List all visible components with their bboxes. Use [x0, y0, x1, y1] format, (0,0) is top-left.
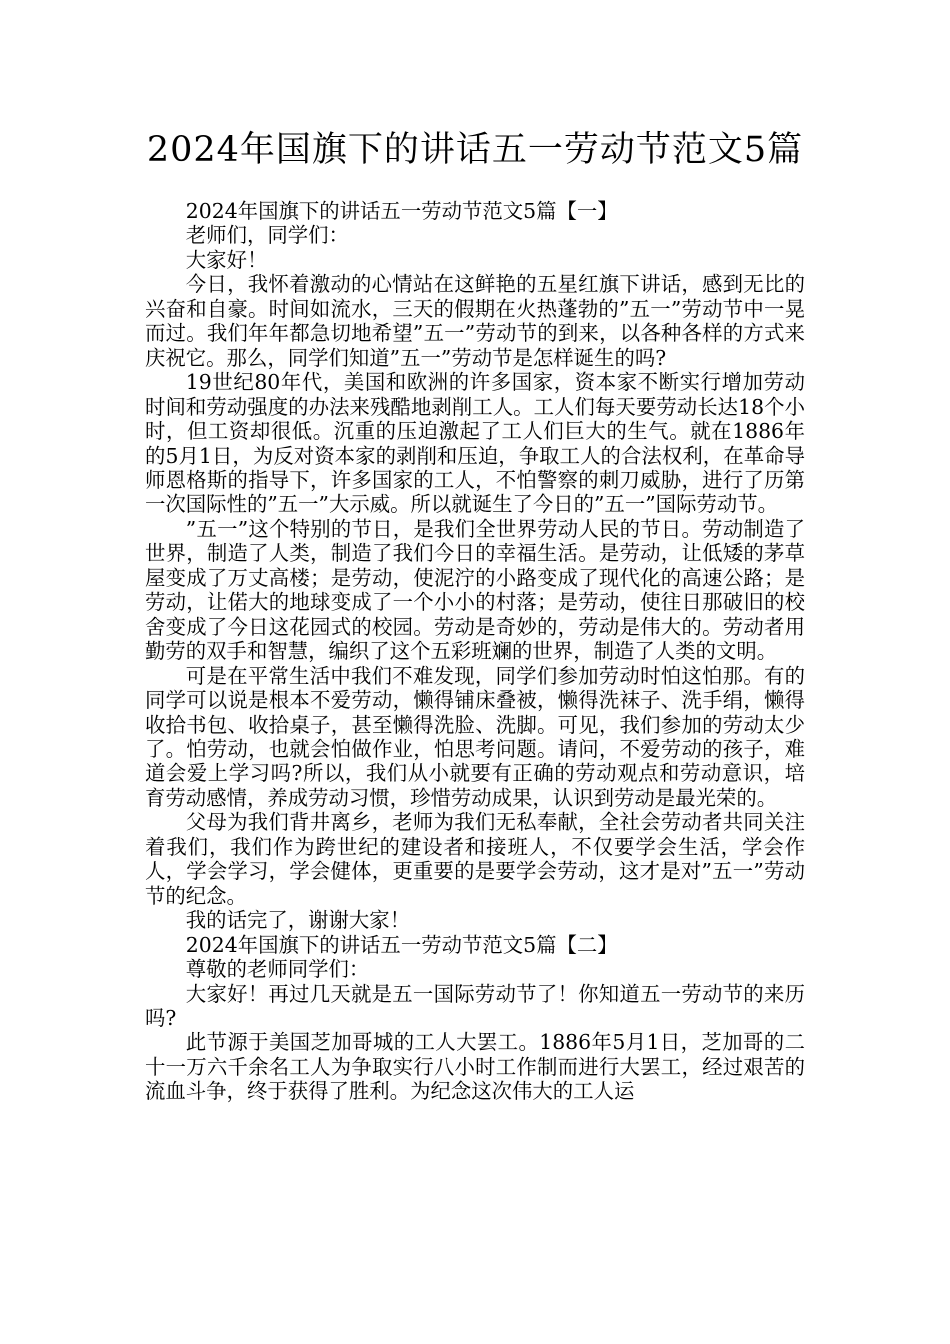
paragraph: 父母为我们背井离乡，老师为我们无私奉献，全社会劳动者共同关注着我们，我们作为跨世纪的建设者和接班人，不仅要学会生活，学会作人，学会学习，学会健体，更重要的是要学会劳动，这才是对”五一”劳动节的纪念。: [145, 810, 805, 908]
paragraph: 可是在平常生活中我们不难发现，同学们参加劳动时怕这怕那。有的同学可以说是根本不爱劳动，懒得铺床叠被，懒得洗袜子、洗手绢，懒得收拾书包、收拾桌子，甚至懒得洗脸、洗脚。可见，我们参加的劳动太少了。怕劳动，也就会怕做作业，怕思考问题。请问，不爱劳动的孩子，难道会爱上学习吗?所以，我们从小就要有正确的劳动观点和劳动意识，培育劳动感情，养成劳动习惯，珍惜劳动成果，认识到劳动是最光荣的。: [145, 663, 805, 810]
salutation: 老师们，同学们：: [185, 223, 349, 248]
salutation: 尊敬的老师同学们：: [185, 957, 370, 982]
paragraph: 今日，我怀着激动的心情站在这鲜艳的五星红旗下讲话，感到无比的兴奋和自豪。时间如流水，三天的假期在火热蓬勃的”五一”劳动节中一晃而过。我们年年都急切地希望”五一”劳动节的到来，以各种各样的方式来庆祝它。那么，同学们知道”五一”劳动节是怎样诞生的吗?: [145, 272, 805, 370]
section-heading-2: 2024年国旗下的讲话五一劳动节范文5篇【二】: [185, 932, 618, 957]
document-title: 2024年国旗下的讲话五一劳动节范文5篇: [146, 130, 804, 170]
section-heading-1: 2024年国旗下的讲话五一劳动节范文5篇【一】: [185, 199, 618, 223]
greeting: 大家好！: [185, 247, 268, 272]
closing: 我的话完了，谢谢大家！: [185, 908, 411, 933]
paragraph: ”五一”这个特别的节日，是我们全世界劳动人民的节日。劳动制造了世界，制造了人类，制造了我们今日的幸福生活。是劳动，让低矮的茅草屋变成了万丈高楼；是劳动，使泥泞的小路变成了现代化的高速公路；是劳动，让偌大的地球变成了一个小小的村落；是劳动，使往日那破旧的校舍变成了今日这花园式的校园。劳动是奇妙的，劳动是伟大的。劳动者用勤劳的双手和智慧，编织了这个五彩班斓的世界，制造了人类的文明。: [145, 516, 805, 664]
paragraph: 此节源于美国芝加哥城的工人大罢工。1886年5月1日，芝加哥的二十一万六千余名工人为争取实行八小时工作制而进行大罢工，经过艰苦的流血斗争，终于获得了胜利。为纪念这次伟大的工人运: [145, 1030, 805, 1104]
paragraph: 19世纪80年代，美国和欧洲的许多国家，资本家不断实行增加劳动时间和劳动强度的办法来残酷地剥削工人。工人们每天要劳动长达18个小时，但工资却很低。沉重的压迫激起了工人们巨大的生气。就在1886年的5月1日，为反对资本家的剥削和压迫，争取工人的合法权利，在革命导师恩格斯的指导下，许多国家的工人，不怕警察的刺刀威胁，进行了历第一次国际性的”五一”大示威。所以就诞生了今日的”五一”国际劳动节。: [145, 370, 805, 517]
document-body: [145, 199, 805, 1104]
paragraph: 大家好！再过几天就是五一国际劳动节了！你知道五一劳动节的来历吗?: [145, 981, 805, 1030]
